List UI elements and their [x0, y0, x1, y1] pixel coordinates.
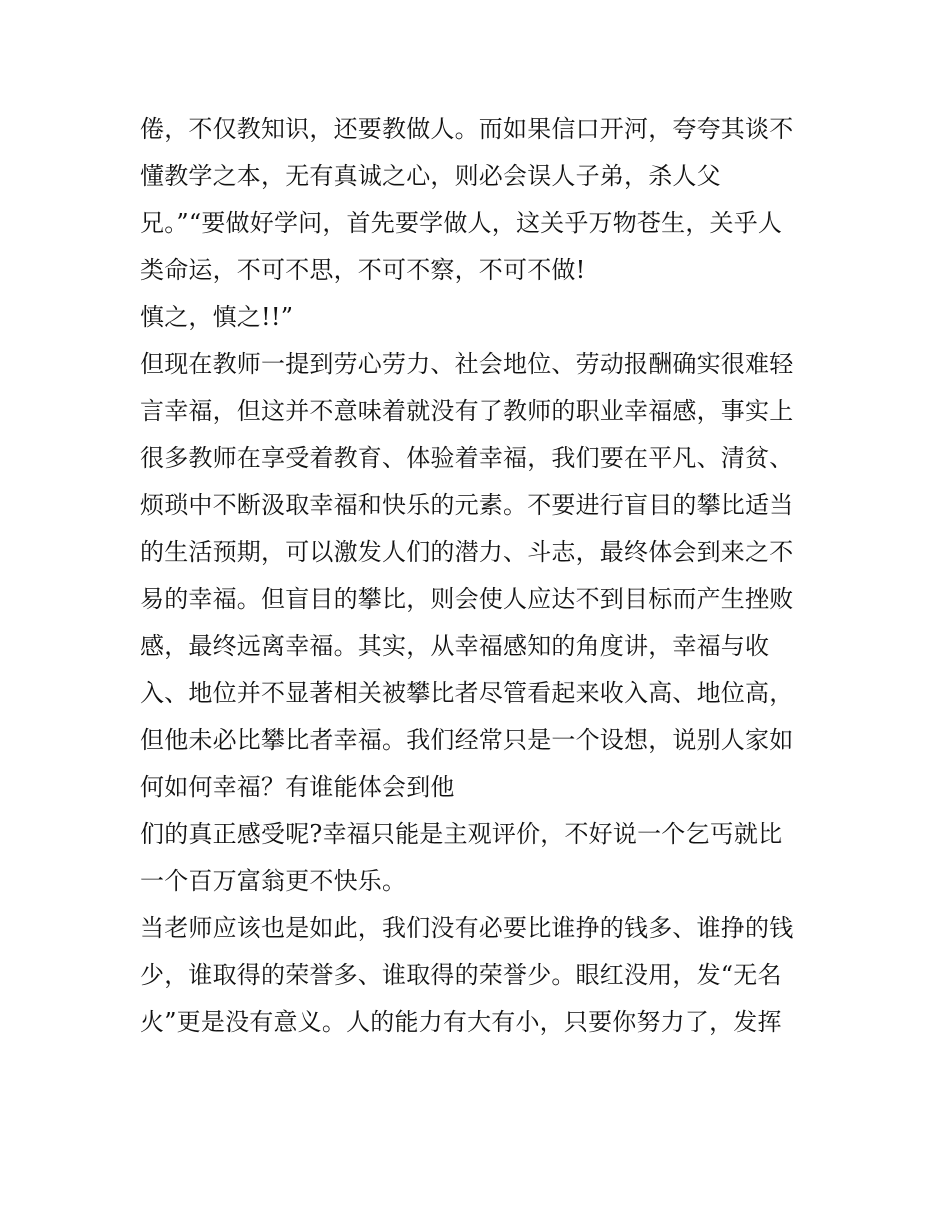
text-line: 们的真正感受呢?幸福只能是主观评价，不好说一个乞丐就比 — [140, 820, 783, 848]
text-line: 类命运，不可不思，不可不察，不可不做! — [140, 256, 586, 284]
text-line: 何如何幸福？有谁能体会到他 — [140, 773, 455, 801]
text-line: 但他未必比攀比者幸福。我们经常只是一个设想，说别人家如 — [140, 726, 794, 754]
text-line: 感，最终远离幸福。其实，从幸福感知的角度讲，幸福与收 — [140, 632, 770, 660]
text-line: 慎之，慎之!!” — [140, 303, 294, 331]
text-line: 言幸福，但这并不意味着就没有了教师的职业幸福感，事实上 — [140, 397, 794, 425]
text-line: 但现在教师一提到劳心劳力、社会地位、劳动报酬确实很难轻 — [140, 350, 794, 378]
text-line: 兄。”“要做好学问，首先要学做人，这关乎万物苍生，关乎人 — [140, 209, 783, 237]
body-text — [140, 106, 830, 1046]
text-line: 火”更是没有意义。人的能力有大有小，只要你努力了，发挥 — [140, 1008, 782, 1036]
text-line: 入、地位并不显著相关被攀比者尽管看起来收入高、地位高， — [140, 679, 794, 707]
text-line: 很多教师在享受着教育、体验着幸福，我们要在平凡、清贫、 — [140, 444, 794, 472]
text-line: 当老师应该也是如此，我们没有必要比谁挣的钱多、谁挣的钱 — [140, 914, 794, 942]
text-line: 倦，不仅教知识，还要教做人。而如果信口开河，夸夸其谈不 — [140, 115, 794, 143]
text-line: 易的幸福。但盲目的攀比，则会使人应达不到目标而产生挫败 — [140, 585, 794, 613]
text-line: 烦琐中不断汲取幸福和快乐的元素。不要进行盲目的攀比适当 — [140, 491, 794, 519]
text-line: 懂教学之本，无有真诚之心，则必会误人子弟，杀人父 — [140, 162, 721, 190]
text-line: 一个百万富翁更不快乐。 — [140, 867, 407, 895]
text-line: 少，谁取得的荣誉多、谁取得的荣誉少。眼红没用，发“无名 — [140, 961, 782, 989]
text-line: 的生活预期，可以激发人们的潜力、斗志，最终体会到来之不 — [140, 538, 794, 566]
